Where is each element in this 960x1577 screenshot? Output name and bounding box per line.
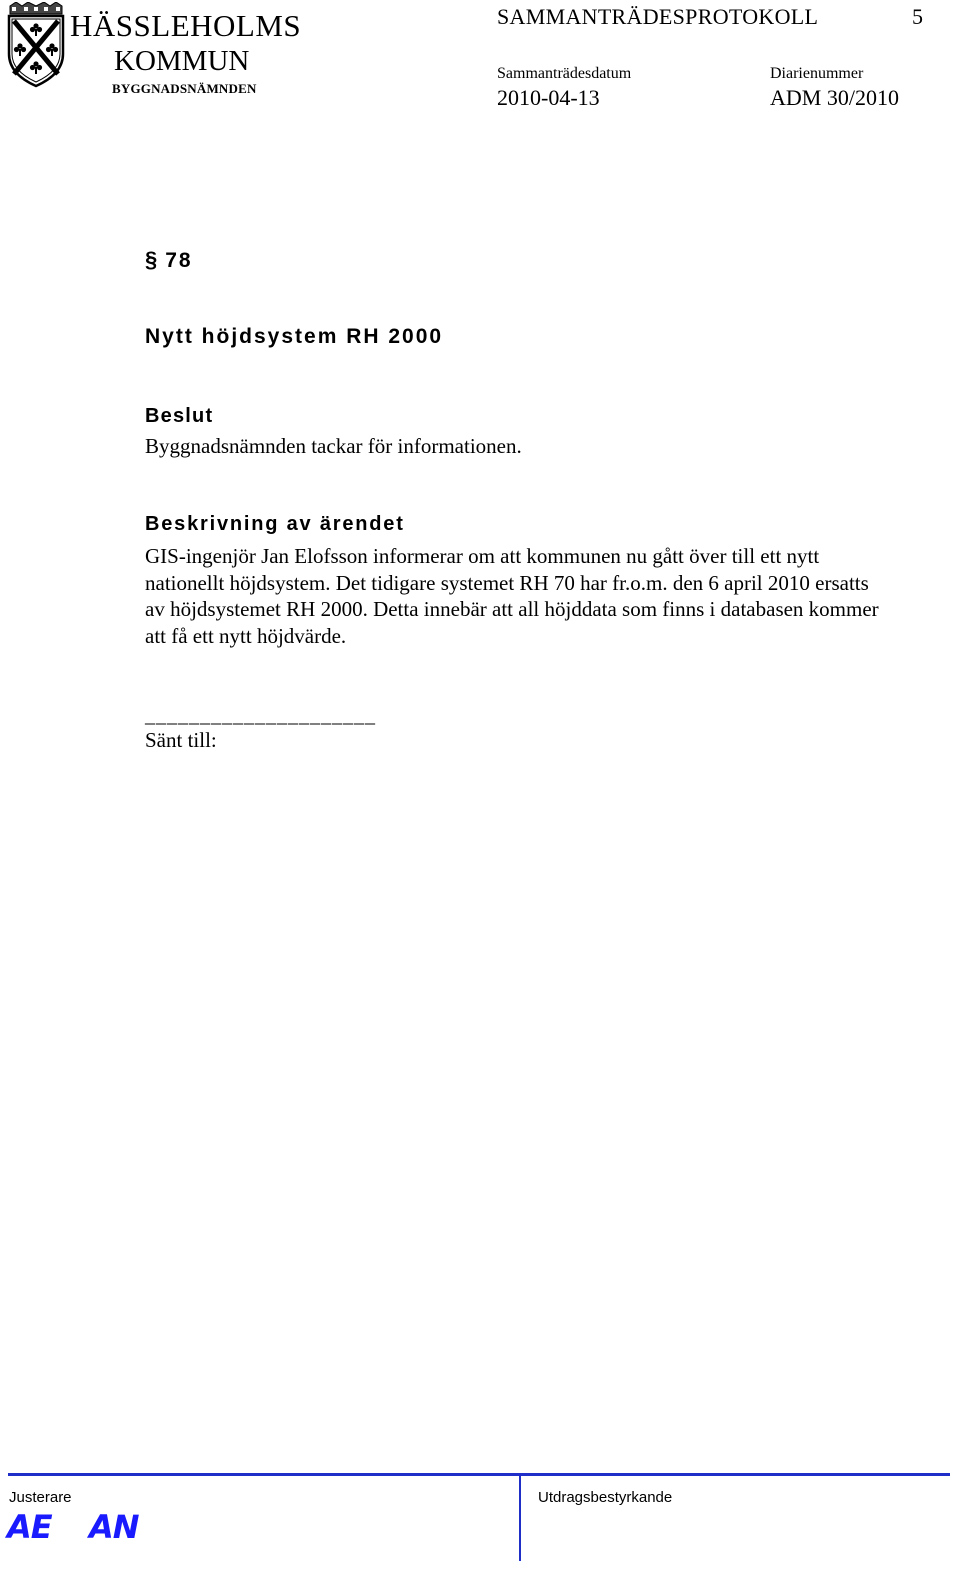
adjuster-initials-1: AE	[7, 1508, 52, 1546]
description-line: nationellt höjdsystem. Det tidigare systemet RH 70 har fr.o.m. den 6 april 2010 ersatts	[145, 570, 869, 595]
meeting-date: 2010-04-13	[497, 85, 600, 110]
description-heading: Beskrivning av ärendet	[145, 513, 405, 535]
footer-divider	[8, 1473, 950, 1476]
decision-heading: Beslut	[145, 405, 214, 427]
case-title: Nytt höjdsystem RH 2000	[145, 325, 444, 348]
description-line: av höjdsystemet RH 2000. Detta innebär att all höjddata som finns i databasen kommer	[145, 597, 879, 621]
registry-label: Diarienummer	[770, 65, 864, 82]
description-text	[145, 543, 960, 649]
municipality-logo	[6, 2, 302, 94]
description-line: GIS-ingenjör Jan Elofsson informerar om att kommunen nu gått över till ett nytt	[145, 544, 820, 568]
logo-municipality-name: HÄSSLEHOLMS	[70, 8, 302, 43]
description-line: att få ett nytt höjdvärde.	[145, 623, 347, 648]
decision-text: Byggnadsnämnden tackar för informationen.	[145, 434, 522, 458]
logo-department: BYGGNADSNÄMNDEN	[112, 81, 257, 96]
section-number	[145, 247, 193, 273]
registry-number: ADM 30/2010	[770, 85, 899, 110]
document-type: SAMMANTRÄDESPROTOKOLL	[497, 4, 819, 29]
distribution-rule: _____________________	[145, 705, 376, 727]
meeting-date-label: Sammanträdesdatum	[497, 65, 632, 82]
coat-of-arms-icon	[6, 2, 66, 88]
extract-certification-label: Utdragsbestyrkande	[538, 1489, 673, 1506]
logo-municipality-word: KOMMUN	[114, 45, 250, 77]
adjuster-initials-2: AN	[89, 1508, 139, 1546]
adjusters-label: Justerare	[9, 1489, 72, 1506]
section-symbol: §	[145, 247, 158, 272]
footer-column-divider	[519, 1476, 521, 1561]
section-number-value: 78	[165, 249, 193, 272]
distribution-label: Sänt till:	[145, 728, 217, 752]
page-number: 5	[912, 4, 923, 29]
